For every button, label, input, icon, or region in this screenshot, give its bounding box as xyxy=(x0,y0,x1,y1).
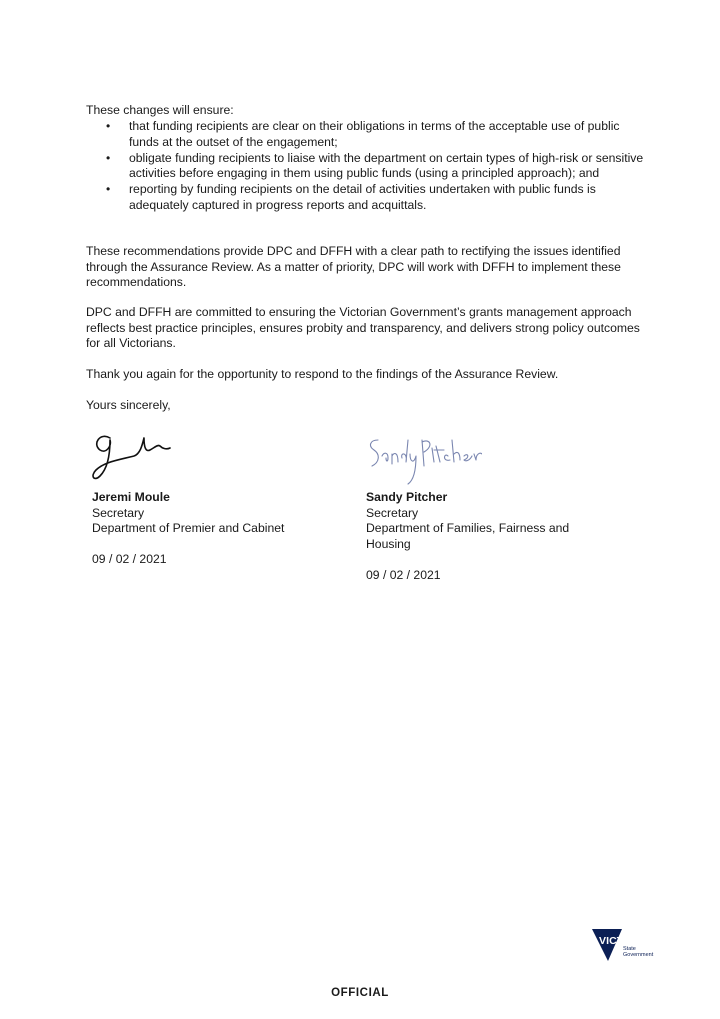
signatory-title: Secretary xyxy=(92,505,145,520)
list-item xyxy=(86,119,646,150)
security-classification-label: OFFICIAL xyxy=(331,987,389,999)
signatory-name: Jeremi Moule xyxy=(92,490,170,504)
bullet-text: reporting by funding recipients on the detail of activities undertaken with public funds is adequately captured in progress reports and acquittals. xyxy=(129,182,596,212)
intro-text: These changes will ensure: xyxy=(86,103,234,117)
signatory-date: 09 / 02 / 2021 xyxy=(366,567,441,582)
bullet-icon: • xyxy=(106,182,111,197)
signatory-title: Secretary xyxy=(366,505,419,520)
bullet-text: that funding recipients are clear on their obligations in terms of the acceptable use of public funds at the outset of the engagement; xyxy=(129,119,620,149)
bullet-list xyxy=(86,119,646,214)
list-item xyxy=(86,182,646,213)
signatory-department: Department of Families, Fairness and Housing xyxy=(366,521,570,551)
closing-salutation: Yours sincerely, xyxy=(86,398,171,412)
signature-sandy-pitcher xyxy=(364,432,482,490)
signatory-block-1 xyxy=(92,490,342,568)
paragraph-commitment: DPC and DFFH are committed to ensuring the Victorian Government’s grants management approach reflects best practice principles, ensures probity and transparency, and delivers strong policy outcomes for all Victorians. xyxy=(86,305,640,351)
logo-subtitle-line-2: Government xyxy=(623,952,654,958)
victoria-government-logo xyxy=(592,927,662,963)
logo-wordmark: VICTORIA xyxy=(599,935,650,947)
bullet-text: obligate funding recipients to liaise with the department on certain types of high-risk or sensitive activities before engaging in them using public funds (using a principled approach); and xyxy=(129,150,644,181)
signatory-block-2 xyxy=(366,490,611,584)
paragraph-thanks: Thank you again for the opportunity to respond to the findings of the Assurance Review. xyxy=(86,367,559,381)
signature-jeremi-moule xyxy=(88,428,178,484)
list-item xyxy=(86,151,646,182)
signatory-department: Department of Premier and Cabinet xyxy=(92,521,285,536)
logo-subtitle xyxy=(623,946,653,958)
paragraph-recommendations: These recommendations provide DPC and DFFH with a clear path to rectifying the issues identified through the Assurance Review. As a matter of priority, DPC will work with DFFH to implement these recommendations. xyxy=(86,244,621,290)
logo-subtitle-line-1: State xyxy=(623,946,636,952)
bullet-icon: • xyxy=(106,150,111,165)
signatory-date: 09 / 02 / 2021 xyxy=(92,552,167,567)
signatory-name: Sandy Pitcher xyxy=(366,490,448,504)
bullet-icon: • xyxy=(106,119,111,133)
